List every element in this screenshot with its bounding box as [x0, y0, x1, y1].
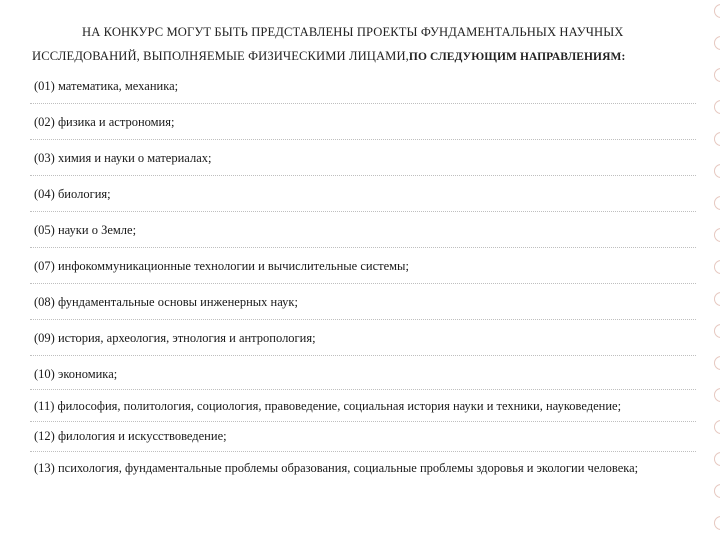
divider: [30, 319, 696, 320]
divider: [30, 283, 696, 284]
divider: [30, 421, 696, 422]
list-item: [34, 330, 674, 352]
list-item: [34, 150, 674, 172]
slide-title: [32, 20, 702, 69]
list-item-text: (12) филология и искусствоведение;: [34, 429, 227, 443]
divider: [30, 211, 696, 212]
decorative-rings: [696, 0, 720, 540]
list-item: [34, 398, 674, 420]
divider: [30, 139, 696, 140]
list-item: [34, 78, 674, 100]
list-item-text: (10) экономика;: [34, 367, 118, 381]
title-line-2-regular: ИССЛЕДОВАНИЙ, ВЫПОЛНЯЕМЫЕ ФИЗИЧЕСКИМИ ЛИЦАМИ,: [32, 49, 409, 63]
list-item: [34, 428, 674, 450]
list-item: [34, 294, 674, 316]
divider: [30, 175, 696, 176]
list-item-text: (11) философия, политология, социология, правоведение, социальная история науки и техники, науковедение;: [34, 399, 622, 413]
list-item: [34, 222, 674, 244]
list-item: [34, 366, 674, 388]
directions-list: [34, 78, 674, 482]
list-item-text: (07) инфокоммуникационные технологии и вычислительные системы;: [34, 259, 409, 273]
divider: [30, 103, 696, 104]
list-item-text: (04) биология;: [34, 187, 111, 201]
list-item-text: (03) химия и науки о материалах;: [34, 151, 212, 165]
title-line-2-bold: ПО СЛЕДУЮЩИМ НАПРАВЛЕНИЯМ:: [408, 51, 626, 63]
divider: [30, 389, 696, 390]
list-item-text: (02) физика и астрономия;: [34, 115, 175, 129]
list-item-text: (05) науки о Земле;: [34, 223, 137, 237]
list-item: [34, 114, 674, 136]
divider: [30, 451, 696, 452]
list-item: [34, 460, 674, 482]
list-item-text: (09) история, археология, этнология и антропология;: [34, 331, 316, 345]
list-item-text: (13) психология, фундаментальные проблемы образования, социальные проблемы здоровья и экологии человека;: [34, 461, 639, 475]
divider: [30, 355, 696, 356]
list-item: [34, 186, 674, 208]
list-item: [34, 258, 674, 280]
list-item-text: (08) фундаментальные основы инженерных наук;: [34, 295, 298, 309]
title-line-2: [32, 44, 702, 69]
title-line-1: НА КОНКУРС МОГУТ БЫТЬ ПРЕДСТАВЛЕНЫ ПРОЕКТЫ ФУНДАМЕНТАЛЬНЫХ НАУЧНЫХ: [82, 25, 624, 39]
list-item-text: (01) математика, механика;: [34, 79, 179, 93]
divider: [30, 247, 696, 248]
